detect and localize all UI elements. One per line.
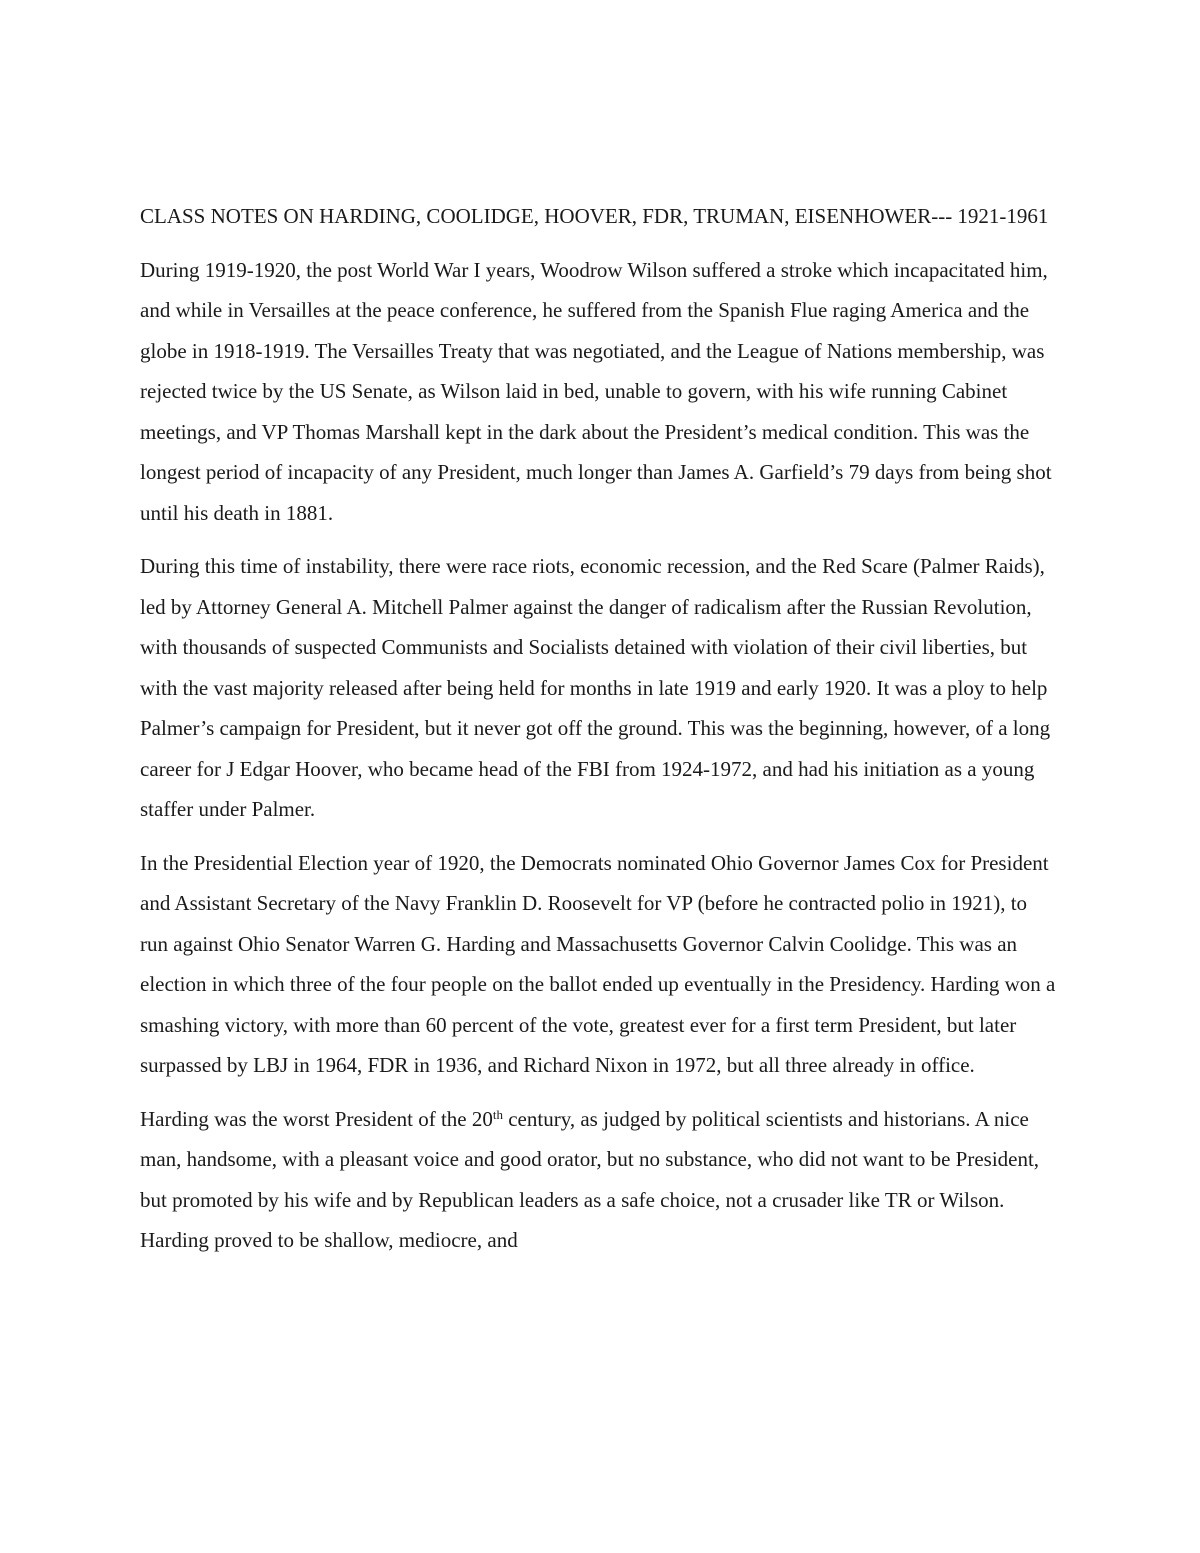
paragraph-harding-text-end: century, as judged by political scientists and historians. A nice man, handsome, with a pleasant voice and good orator, but no substance, who did not want to be President, but promoted by his wife and by Republican leaders as a safe choice, not a crusader like TR or Wilson. Harding proved to be shallow, mediocre, and — [140, 1106, 1040, 1252]
paragraph-election-1920: In the Presidential Election year of 1920, the Democrats nominated Ohio Governor James Cox for President and Assistant Secretary of the Navy Franklin D. Roosevelt for VP (before he contracted polio in 1921), to run against Ohio Senator Warren G. Harding and Massachusetts Governor Calvin Coolidge. This was an election in which three of the four people on the ballot ended up eventually in the Presidency. Harding won a smashing victory, with more than 60 percent of the vote, greatest ever for a first term President, but later surpassed by LBJ in 1964, FDR in 1936, and Richard Nixon in 1972, but all three already in office. — [140, 850, 1056, 1077]
document-body — [140, 196, 1060, 1274]
paragraph-red-scare: During this time of instability, there were race riots, economic recession, and the Red Scare (Palmer Raids), led by Attorney General A. Mitchell Palmer against the danger of radicalism after the Russian Revolution, with thousands of suspected Communists and Socialists detained with violation of their civil liberties, but with the vast majority released after being held for months in late 1919 and early 1920. It was a ploy to help Palmer’s campaign for President, but it never got off the ground. This was the beginning, however, of a long career for J Edgar Hoover, who became head of the FBI from 1924-1972, and had his initiation as a young staffer under Palmer. — [140, 554, 1051, 821]
paragraph-harding-text-start: Harding was the worst President of the 20 — [140, 1106, 493, 1131]
document-title: CLASS NOTES ON HARDING, COOLIDGE, HOOVER, FDR, TRUMAN, EISENHOWER--- 1921-1961 — [140, 204, 1049, 228]
paragraph-wilson-incapacity: During 1919-1920, the post World War I years, Woodrow Wilson suffered a stroke which incapacitated him, and while in Versailles at the peace conference, he suffered from the Spanish Flue raging America and the globe in 1918-1919. The Versailles Treaty that was negotiated, and the League of Nations membership, was rejected twice by the US Senate, as Wilson laid in bed, unable to govern, with his wife running Cabinet meetings, and VP Thomas Marshall kept in the dark about the President’s medical condition. This was the longest period of incapacity of any President, much longer than James A. Garfield’s 79 days from being shot until his death in 1881. — [140, 257, 1052, 525]
paragraph-harding — [140, 1099, 1060, 1261]
ordinal-superscript: th — [492, 1106, 503, 1122]
